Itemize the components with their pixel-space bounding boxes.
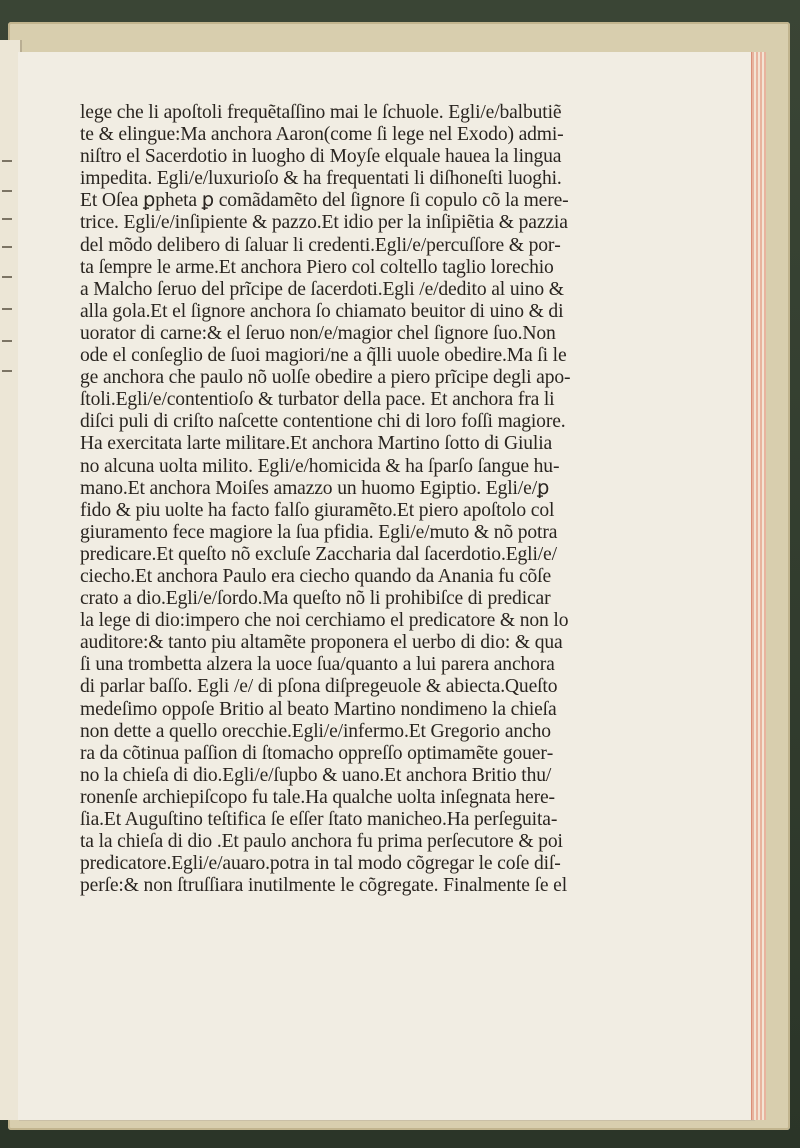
text-line: no la chieſa di dio.Egli/e/ſupbo & uano.Et anchora Britio thu/ [80,764,552,786]
text-line: ge anchora che paulo nõ uolſe obedire a piero prĩcipe degli apo‑ [80,367,571,389]
page-text-block [80,102,678,897]
text-line: ta la chieſa di dio .Et paulo anchora fu prima perſecutore & poi [80,831,563,853]
text-line: alla gola.Et el ſignore anchora ſo chiamato beuitor di uino & di [80,300,564,322]
text-line: predicare.Et queſto nõ excluſe Zaccharia dal ſacerdotio.Egli/e/ [80,543,557,565]
text-line: lege che li apoſtoli frequẽtaſſino mai le ſchuole. Egli/e/balbutiẽ [80,102,562,123]
text-line: crato a dio.Egli/e/ſordo.Ma queſto nõ li prohibiſce di predicar [80,588,551,610]
text-line: te & elingue:Ma anchora Aaron(come ſi lege nel Exodo) admi‑ [80,124,564,146]
text-line: ſtoli.Egli/e/contentioſo & turbator della pace. Et anchora fra li [80,389,555,411]
text-line: mano.Et anchora Moiſes amazzo un huomo Egiptio. Egli/e/ꝑ [80,477,550,499]
text-line: ronenſe archiepiſcopo fu tale.Ha qualche uolta inſegnata here‑ [80,786,555,808]
text-line: di parlar baſſo. Egli /e/ di pſona diſpregeuole & abiecta.Queſto [80,676,558,698]
text-line: uorator di carne:& el ſeruo non/e/magior chel ſignore ſuo.Non [80,322,556,344]
text-line: medeſimo oppoſe Britio al beato Martino nondimeno la chieſa [80,698,557,720]
text-line: non dette a quello orecchie.Egli/e/infermo.Et Gregorio ancho [80,720,551,742]
text-line: ta ſempre le arme.Et anchora Piero col coltello taglio lorechio [80,256,554,278]
text-line: ciecho.Et anchora Paulo era ciecho quando da Anania fu cõſe [80,565,551,587]
page-fore-edge [751,52,766,1120]
text-line: ra da cõtinua paſſion di ſtomacho oppreſſo optimamẽte gouer‑ [80,742,554,764]
text-line: giuramento fece magiore la ſua pfidia. Egli/e/muto & nõ potra [80,521,558,543]
text-line: Et Oſea ꝑpheta ꝑ comãdamẽto del ſignore ſi copulo cõ la mere‑ [80,190,569,212]
text-line: ſi una trombetta alzera la uoce ſua/quanto a lui parera anchora [80,654,555,676]
text-line: no alcuna uolta milito. Egli/e/homicida & ha ſparſo ſangue hu‑ [80,455,560,477]
text-line: perſe:& non ſtruſſiara inutilmente le cõgregate. Finalmente ſe el [80,875,567,897]
text-line: diſci puli di criſto naſcette contentione chi di loro foſſi magiore. [80,411,566,433]
text-line: a Malcho ſeruo del prĩcipe de ſacerdoti.Egli /e/dedito al uino & [80,278,564,300]
text-line: trice. Egli/e/inſipiente & pazzo.Et idio per la inſipiẽtia & pazzia [80,212,568,234]
text-line: fido & piu uolte ha facto falſo giuramẽto.Et piero apoſtolo col [80,499,555,521]
text-line: predicatore.Egli/e/auaro.potra in tal modo cõgregar le coſe diſ‑ [80,853,561,875]
text-line: ſia.Et Auguſtino teſtifica ſe eſſer ſtato manicheo.Ha perſeguita‑ [80,809,558,830]
text-line: Ha exercitata larte militare.Et anchora Martino ſotto di Giulia [80,433,553,455]
text-line: impedita. Egli/e/luxurioſo & ha frequentati li diſhoneſti luoghi. [80,168,562,190]
text-line: auditore:& tanto piu altamẽte proponera el uerbo di dio: & qua [80,632,563,654]
text-line: ode el conſeglio de ſuoi magiori/ne a q̃lli uuole obedire.Ma ſi le [80,345,567,367]
book-page [18,52,754,1120]
text-line: del mõdo delibero di ſaluar li credenti.Egli/e/percuſſore & por‑ [80,234,561,256]
text-line: niſtro el Sacerdotio in luogho di Moyſe elquale hauea la lingua [80,146,562,168]
text-line: la lege di dio:impero che noi cerchiamo el predicatore & non lo [80,610,569,632]
